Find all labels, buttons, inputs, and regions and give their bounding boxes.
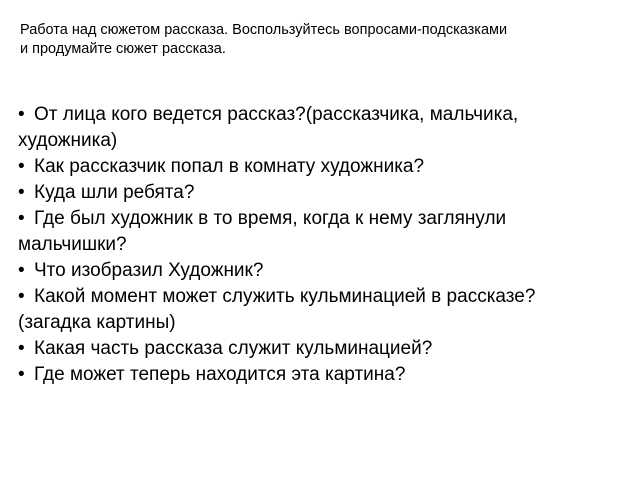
question-text-continued: (загадка картины) [18,312,176,333]
question-item-8 [18,362,618,388]
question-item-1 [18,102,618,154]
question-text: Куда шли ребята? [34,182,195,203]
question-text-continued: художника) [18,130,118,151]
question-item-4 [18,206,618,258]
bullet-icon: • [18,338,25,359]
question-item-5 [18,258,618,284]
question-item-6 [18,284,618,336]
question-text-continued: мальчишки? [18,234,127,255]
bullet-icon: • [18,260,25,281]
title-line-1: Работа над сюжетом рассказа. Воспользуйтесь вопросами-подсказками [20,22,508,38]
bullet-icon: • [18,182,25,203]
question-text: Что изобразил Художник? [34,260,264,281]
title-line-2: и продумайте сюжет рассказа. [20,41,226,57]
question-item-2 [18,154,618,180]
slide-title [20,21,635,59]
bullet-icon: • [18,364,25,385]
bullet-icon: • [18,156,25,177]
bullet-icon: • [18,208,25,229]
question-text: От лица кого ведется рассказ?(рассказчика, мальчика, [34,104,519,125]
question-item-7 [18,336,618,362]
question-text: Какая часть рассказа служит кульминацией? [34,338,433,359]
bullet-icon: • [18,104,25,125]
question-text: Какой момент может служить кульминацией в рассказе? [34,286,536,307]
question-list [18,102,618,388]
question-text: Где был художник в то время, когда к нему заглянули [34,208,507,229]
question-item-3 [18,180,618,206]
question-text: Где может теперь находится эта картина? [34,364,406,385]
bullet-icon: • [18,286,25,307]
question-text: Как рассказчик попал в комнату художника? [34,156,425,177]
